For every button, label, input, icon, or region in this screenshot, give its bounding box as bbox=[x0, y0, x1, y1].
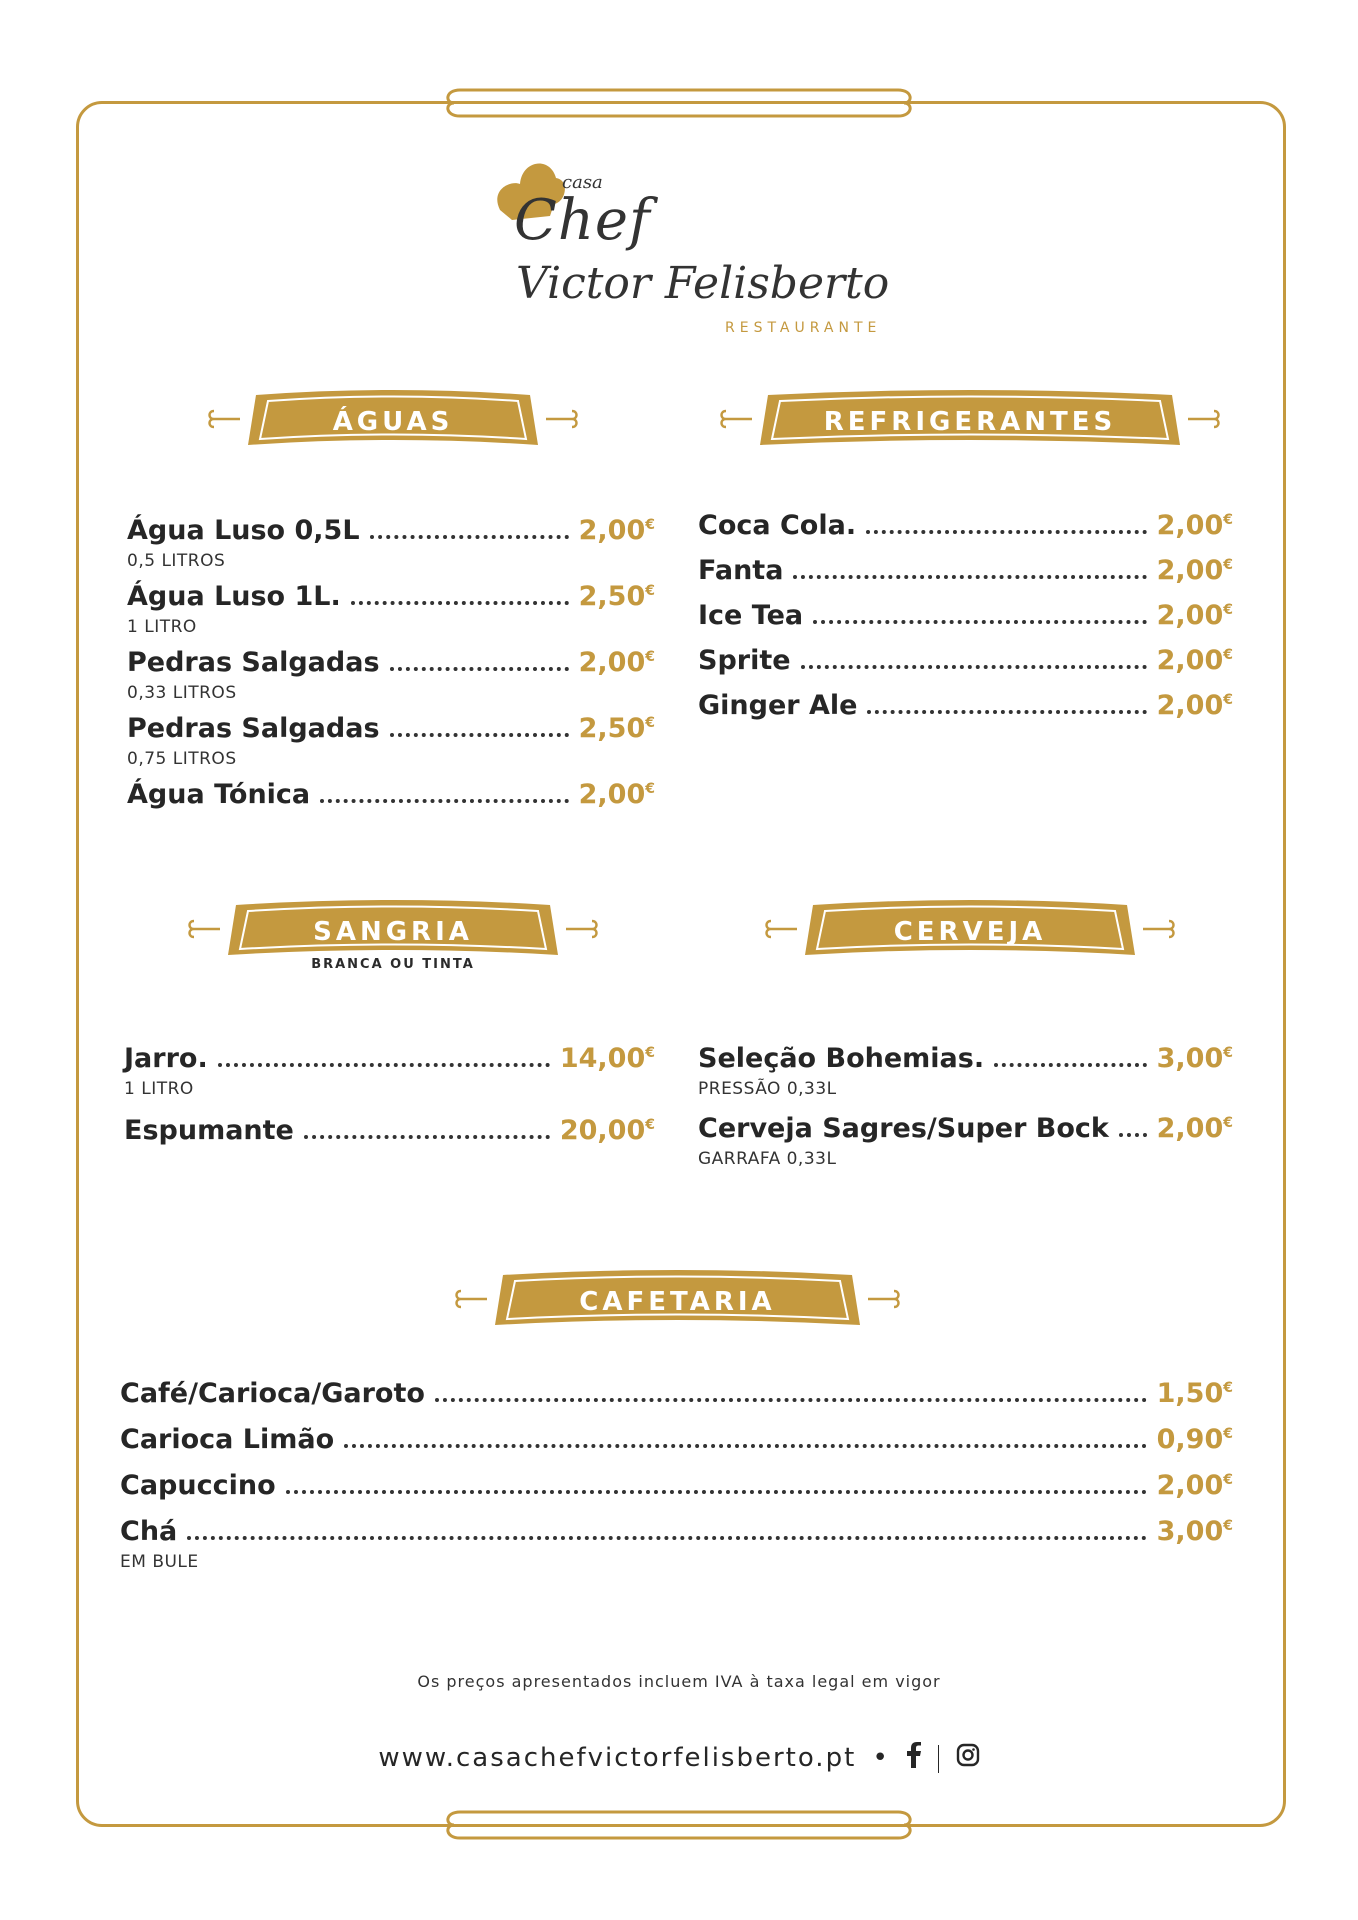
menu-item bbox=[124, 1043, 655, 1074]
bottom-flourish bbox=[440, 1800, 918, 1850]
currency-symbol: € bbox=[1223, 602, 1233, 618]
menu-item bbox=[698, 600, 1233, 631]
item-price: 20,00€ bbox=[559, 1115, 655, 1146]
item-price: 2,50€ bbox=[578, 581, 655, 612]
item-name: Cerveja Sagres/Super Bock bbox=[698, 1113, 1109, 1144]
facebook-icon[interactable] bbox=[906, 1742, 922, 1775]
currency-symbol: € bbox=[645, 583, 655, 599]
item-name: Chá bbox=[120, 1516, 178, 1547]
currency-symbol: € bbox=[1223, 647, 1233, 663]
currency-symbol: € bbox=[645, 649, 655, 665]
section-title-cafetaria: CAFETARIA bbox=[579, 1287, 776, 1317]
currency-symbol: € bbox=[645, 715, 655, 731]
item-name: Água Luso 0,5L bbox=[127, 515, 360, 546]
currency-symbol: € bbox=[1223, 1472, 1233, 1488]
dot-leader bbox=[286, 1489, 1147, 1494]
tax-note: Os preços apresentados incluem IVA à taxa legal em vigor bbox=[417, 1672, 941, 1691]
item-note: EM BULE bbox=[120, 1552, 199, 1572]
section-banner-sangria bbox=[228, 895, 558, 995]
dot-leader bbox=[320, 798, 568, 803]
dot-leader bbox=[187, 1535, 1146, 1540]
currency-symbol: € bbox=[1223, 1426, 1233, 1442]
section-banner-cafetaria bbox=[495, 1265, 860, 1345]
currency-symbol: € bbox=[1223, 692, 1233, 708]
top-flourish bbox=[440, 78, 918, 128]
dot-leader bbox=[218, 1062, 550, 1067]
section-banner-aguas bbox=[248, 385, 538, 465]
item-note: 0,75 LITROS bbox=[127, 749, 237, 769]
restaurant-logo bbox=[490, 150, 890, 340]
website-line bbox=[0, 1742, 1358, 1775]
section-title-aguas: ÁGUAS bbox=[332, 407, 454, 437]
currency-symbol: € bbox=[1223, 1380, 1233, 1396]
item-price: 2,50€ bbox=[578, 713, 655, 744]
item-note: GARRAFA 0,33L bbox=[698, 1149, 837, 1169]
item-note: 0,5 LITROS bbox=[127, 551, 226, 571]
menu-item bbox=[127, 647, 655, 678]
item-name: Ice Tea bbox=[698, 600, 804, 631]
currency-symbol: € bbox=[1223, 1115, 1233, 1131]
section-title-cerveja: CERVEJA bbox=[893, 917, 1047, 947]
logo-name: Victor Felisberto bbox=[516, 258, 890, 309]
dot-leader bbox=[435, 1397, 1147, 1402]
item-name: Seleção Bohemias. bbox=[698, 1043, 985, 1074]
item-price: 2,00€ bbox=[1156, 555, 1233, 586]
item-name: Jarro. bbox=[124, 1043, 208, 1074]
item-name: Ginger Ale bbox=[698, 690, 858, 721]
currency-symbol: € bbox=[1223, 557, 1233, 573]
menu-item bbox=[127, 713, 655, 744]
item-name: Fanta bbox=[698, 555, 784, 586]
dot-leader bbox=[867, 709, 1146, 714]
item-price: 0,90€ bbox=[1156, 1424, 1233, 1455]
section-banner-refrigerantes bbox=[760, 385, 1180, 465]
currency-symbol: € bbox=[645, 1117, 655, 1133]
item-note: PRESSÃO 0,33L bbox=[698, 1079, 837, 1099]
item-name: Espumante bbox=[124, 1115, 294, 1146]
dot-leader bbox=[1119, 1132, 1147, 1137]
dot-leader bbox=[390, 666, 569, 671]
website-link[interactable]: www.casachefvictorfelisberto.pt bbox=[378, 1743, 857, 1773]
dot-leader bbox=[370, 534, 569, 539]
menu-item bbox=[698, 555, 1233, 586]
menu-item bbox=[127, 779, 655, 810]
item-price: 2,00€ bbox=[578, 779, 655, 810]
currency-symbol: € bbox=[1223, 1518, 1233, 1534]
menu-item bbox=[698, 645, 1233, 676]
logo-subtitle: RESTAURANTE bbox=[725, 320, 882, 336]
item-name: Pedras Salgadas bbox=[127, 647, 380, 678]
currency-symbol: € bbox=[645, 1045, 655, 1061]
logo-chef: Chef bbox=[514, 188, 651, 253]
currency-symbol: € bbox=[1223, 1045, 1233, 1061]
currency-symbol: € bbox=[645, 781, 655, 797]
menu-item bbox=[698, 1113, 1233, 1144]
menu-item bbox=[120, 1470, 1233, 1501]
item-name: Capuccino bbox=[120, 1470, 276, 1501]
currency-symbol: € bbox=[1223, 512, 1233, 528]
item-price: 2,00€ bbox=[1156, 600, 1233, 631]
menu-item bbox=[698, 690, 1233, 721]
instagram-icon[interactable] bbox=[956, 1743, 980, 1774]
item-name: Sprite bbox=[698, 645, 791, 676]
item-price: 3,00€ bbox=[1156, 1043, 1233, 1074]
item-note: 0,33 LITROS bbox=[127, 683, 237, 703]
item-price: 2,00€ bbox=[1156, 510, 1233, 541]
dot-leader bbox=[866, 529, 1147, 534]
menu-item bbox=[698, 1043, 1233, 1074]
dot-leader bbox=[801, 664, 1147, 669]
dot-leader bbox=[813, 619, 1146, 624]
item-name: Pedras Salgadas bbox=[127, 713, 380, 744]
icon-separator bbox=[938, 1745, 939, 1773]
dot-leader bbox=[344, 1443, 1146, 1448]
item-price: 2,00€ bbox=[1156, 1470, 1233, 1501]
bullet: • bbox=[872, 1743, 890, 1773]
menu-item bbox=[698, 510, 1233, 541]
dot-leader bbox=[351, 600, 569, 605]
dot-leader bbox=[793, 574, 1146, 579]
item-price: 2,00€ bbox=[578, 647, 655, 678]
item-price: 2,00€ bbox=[578, 515, 655, 546]
dot-leader bbox=[390, 732, 569, 737]
menu-item bbox=[120, 1378, 1233, 1409]
item-price: 1,50€ bbox=[1156, 1378, 1233, 1409]
item-note: 1 LITRO bbox=[124, 1079, 194, 1099]
menu-item bbox=[120, 1424, 1233, 1455]
currency-symbol: € bbox=[645, 517, 655, 533]
item-note: 1 LITRO bbox=[127, 617, 197, 637]
menu-item bbox=[127, 515, 655, 546]
item-price: 2,00€ bbox=[1156, 645, 1233, 676]
logo-casa: casa bbox=[562, 172, 603, 193]
item-name: Café/Carioca/Garoto bbox=[120, 1378, 425, 1409]
section-banner-cerveja bbox=[805, 895, 1135, 975]
item-price: 2,00€ bbox=[1156, 690, 1233, 721]
menu-item bbox=[120, 1516, 1233, 1547]
item-price: 3,00€ bbox=[1156, 1516, 1233, 1547]
menu-item bbox=[127, 581, 655, 612]
section-title-sangria: SANGRIA bbox=[313, 917, 473, 947]
item-name: Carioca Limão bbox=[120, 1424, 335, 1455]
dot-leader bbox=[304, 1134, 550, 1139]
menu-item bbox=[124, 1115, 655, 1146]
dot-leader bbox=[994, 1062, 1147, 1067]
item-name: Água Luso 1L. bbox=[127, 581, 341, 612]
item-name: Água Tónica bbox=[127, 779, 311, 810]
item-name: Coca Cola. bbox=[698, 510, 857, 541]
section-subtitle-sangria: BRANCA OU TINTA bbox=[311, 957, 475, 972]
item-price: 2,00€ bbox=[1156, 1113, 1233, 1144]
section-title-refrigerantes: REFRIGERANTES bbox=[823, 407, 1117, 437]
item-price: 14,00€ bbox=[559, 1043, 655, 1074]
